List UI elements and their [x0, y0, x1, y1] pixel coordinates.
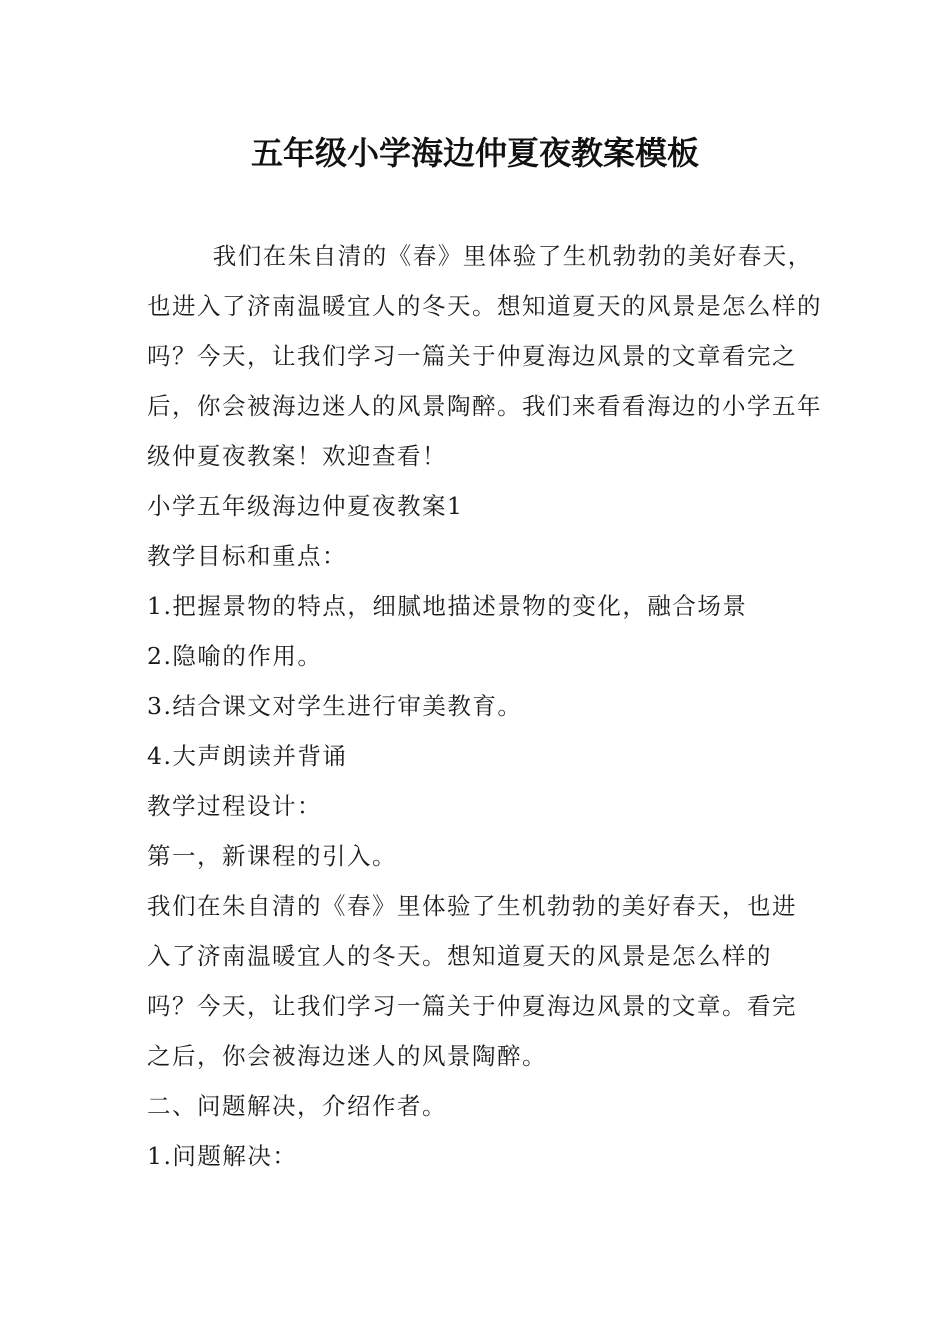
step2-item-1: 1.问题解决： [147, 1142, 298, 1170]
step1-paragraph: 我们在朱自清的《春》里体验了生机勃勃的美好春天，也进入了济南温暖宜人的冬天。想知道夏天的风景是怎么样的吗？今天，让我们学习一篇关于仲夏海边风景的文章。看完之后，你会被海边迷人的风景陶醉。 [147, 892, 797, 1070]
objective-item-4: 4.大声朗读并背诵 [147, 742, 348, 770]
step2-heading: 二、问题解决，介绍作者。 [147, 1092, 447, 1120]
document-body [147, 231, 827, 1181]
step1-heading: 第一，新课程的引入。 [147, 842, 397, 870]
objective-item-3: 3.结合课文对学生进行审美教育。 [147, 692, 523, 720]
process-heading: 教学过程设计： [147, 792, 322, 820]
objective-item-2: 2.隐喻的作用。 [147, 642, 323, 670]
section-heading: 小学五年级海边仲夏夜教案1 [147, 492, 464, 520]
intro-paragraph: 我们在朱自清的《春》里体验了生机勃勃的美好春天，也进入了济南温暖宜人的冬天。想知道夏天的风景是怎么样的吗？今天，让我们学习一篇关于仲夏海边风景的文章看完之后，你会被海边迷人的风景陶醉。我们来看看海边的小学五年级仲夏夜教案！欢迎查看！ [147, 242, 822, 470]
objectives-heading: 教学目标和重点： [147, 542, 347, 570]
objective-item-1: 1.把握景物的特点，细腻地描述景物的变化，融合场景 [147, 592, 748, 620]
document-title: 五年级小学海边仲夏夜教案模板 [250, 134, 699, 172]
